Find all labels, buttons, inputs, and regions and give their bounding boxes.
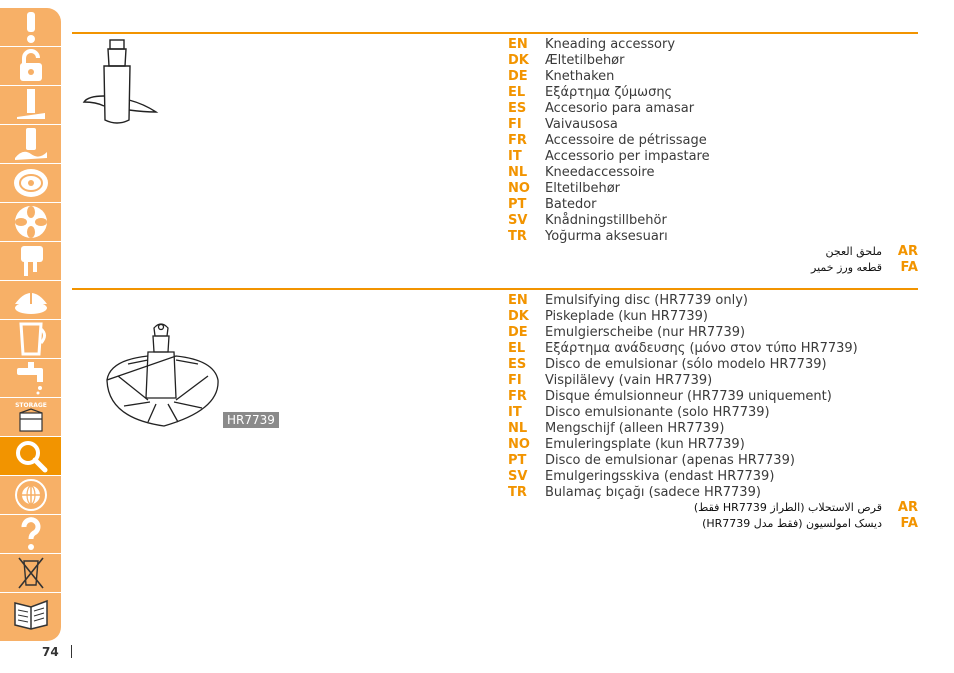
list-item: FI Vispilälevy (vain HR7739) [508,373,713,388]
list-item: EL Εξάρτημα ανάδευσης (μόνο στον τύπο HR7739) [508,341,858,356]
list-item: SV Knådningstillbehör [508,213,667,228]
world-icon [11,477,51,513]
jug-icon [11,321,51,357]
tab-warning[interactable] [0,8,61,47]
list-item: ES Accesorio para amasar [508,101,695,116]
tab-environment[interactable] [0,554,61,593]
disc-icon [11,165,51,201]
list-item: DK Æltetilbehør [508,53,625,68]
list-item-rtl: دیسک امولسیون (فقط مدل HR7739) FA [702,516,918,531]
list-item: DE Emulgierscheibe (nur HR7739) [508,325,746,340]
tab-blade[interactable] [0,86,61,125]
list-item: PT Batedor [508,197,597,212]
list-item-rtl: قطعه ورز خمیر FA [811,260,918,275]
tab-emulsifier[interactable] [0,242,61,281]
list-item: FR Disque émulsionneur (HR7739 uniquement) [508,389,832,404]
list-item: EN Emulsifying disc (HR7739 only) [508,293,748,308]
svg-text:STORAGE: STORAGE [14,402,47,409]
tab-dough[interactable] [0,125,61,164]
tab-faq[interactable] [0,515,61,554]
tab-storage[interactable] [0,398,61,437]
list-item: DK Piskeplade (kun HR7739) [508,309,708,324]
list-item: FR Accessoire de pétrissage [508,133,707,148]
disposal-icon [11,555,51,591]
lock-icon [11,48,51,84]
tab-slicer[interactable] [0,203,61,242]
emulsifying-disc-list [508,291,858,499]
slicer-icon [11,204,51,240]
tab-disc[interactable] [0,164,61,203]
section-divider [72,32,918,34]
list-item: IT Disco emulsionante (solo HR7739) [508,405,770,420]
tab-cleaning[interactable] [0,359,61,398]
list-item: FI Vaivausosa [508,117,618,132]
tap-icon [11,360,51,396]
list-item: SV Emulgeringsskiva (endast HR7739) [508,469,775,484]
list-item-rtl: قرص الاستحلاب (الطراز HR7739 فقط) AR [693,500,918,515]
list-item: IT Accessorio per impastare [508,149,710,164]
page-number: 74 [42,645,59,659]
storage-icon [11,399,51,435]
dough-blade-icon [11,126,51,162]
tab-juicer[interactable] [0,281,61,320]
list-item: NL Kneedaccessoire [508,165,655,180]
tab-jug[interactable] [0,320,61,359]
tab-manual[interactable] [0,593,61,632]
list-item: NO Eltetilbehør [508,181,621,196]
list-item: TR Yoğurma aksesuarı [508,229,668,244]
kneading-accessory-illustration [82,38,162,130]
search-icon [11,438,51,474]
tab-guarantee[interactable] [0,476,61,515]
tab-safety[interactable] [0,47,61,86]
emulsifying-disc-illustration [104,318,224,430]
sidebar-nav [0,8,61,641]
list-item-rtl: ملحق العجن AR [825,244,918,259]
question-icon [11,516,51,552]
list-item: ES Disco de emulsionar (sólo modelo HR7739) [508,357,827,372]
list-item: EL Εξάρτημα ζύμωσης [508,85,673,100]
blade-icon [11,87,51,123]
list-item: DE Knethaken [508,69,615,84]
section-divider [72,288,918,290]
book-icon [11,595,51,631]
model-label: HR7739 [223,412,279,428]
list-item: NL Mengschijf (alleen HR7739) [508,421,725,436]
juicer-icon [11,282,51,318]
kneading-accessory-list [508,35,710,243]
emulsifier-icon [11,243,51,279]
list-item: TR Bulamaç bıçağı (sadece HR7739) [508,485,761,500]
tab-accessories[interactable] [0,437,61,476]
list-item: EN Kneading accessory [508,37,676,52]
page-number-divider [71,645,72,658]
list-item: PT Disco de emulsionar (apenas HR7739) [508,453,795,468]
list-item: NO Emuleringsplate (kun HR7739) [508,437,745,452]
warning-icon [11,9,51,45]
